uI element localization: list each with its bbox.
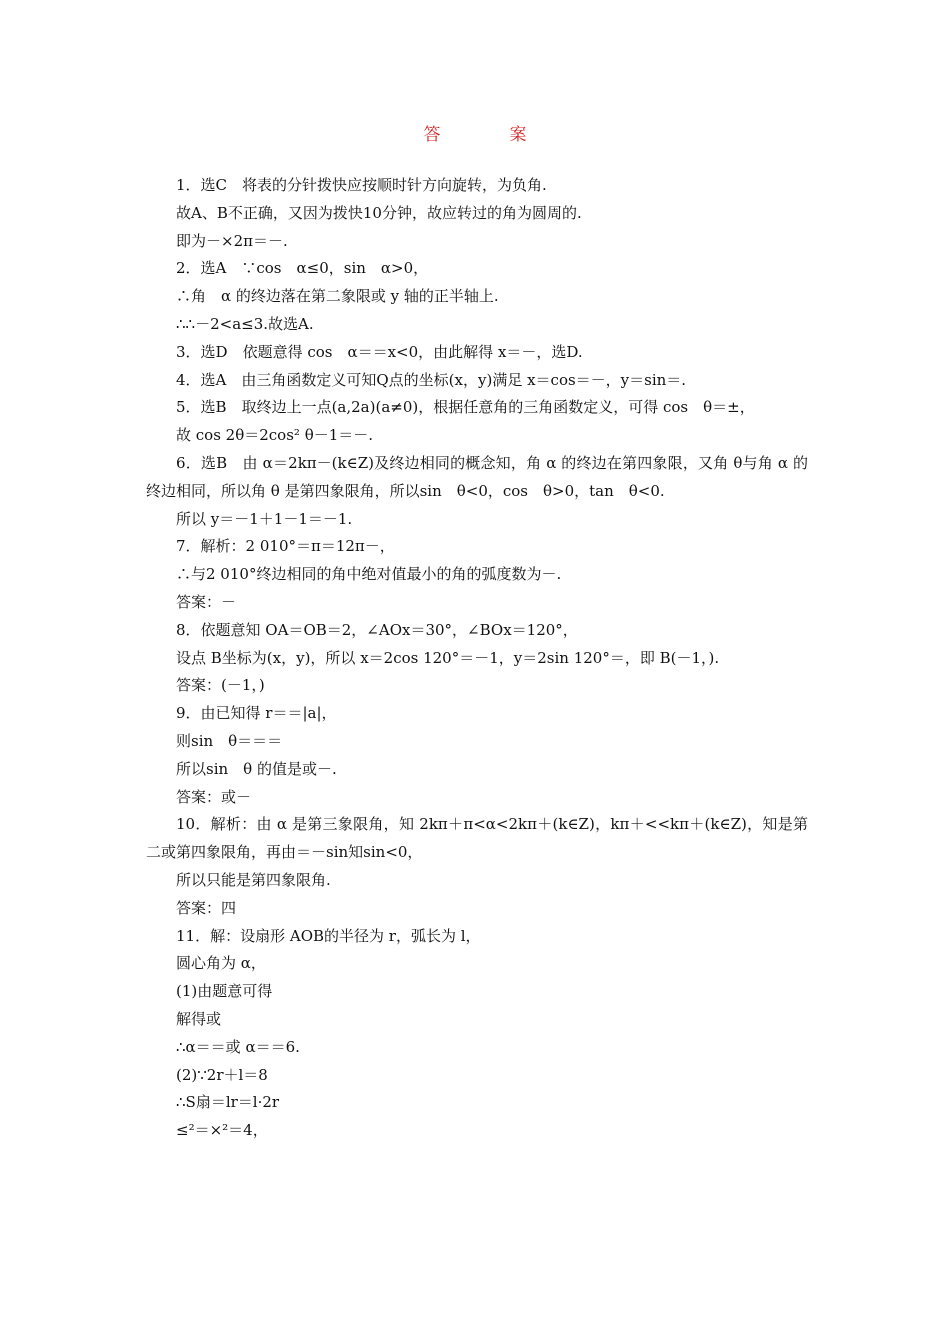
answer-line: ≤²＝×²＝4， [176,1121,268,1140]
answer-line: 圆心角为 α， [176,954,266,973]
answer-line: 9．由已知得 r＝＝|a|， [176,704,337,723]
answer-line: ∴∴－2<a≤3.故选A. [176,314,314,333]
answer-line: 所以sin θ 的值是或－. [176,759,337,778]
answer-line: 3．选D 依题意得 cos α＝＝x<0，由此解得 x＝－，选D. [176,342,583,361]
answer-line: (2)∵2r＋l＝8 [176,1065,268,1084]
answer-content [146,172,808,1145]
answer-line: 1．选C 将表的分针拨快应按顺时针方向旋转，为负角. [176,176,547,194]
answer-line: ∴α＝＝或 α＝＝6. [176,1037,300,1056]
answer-line: ∴S扇＝lr＝l·2r [176,1093,280,1112]
answer-line: 7．解析：2 010°＝π＝12π－， [176,537,395,556]
answer-line: 故A、B不正确，又因为拨快10分钟，故应转过的角为圆周的. [176,203,582,222]
answer-line: 故 cos 2θ＝2cos² θ－1＝－. [176,426,374,445]
answer-line: 解得或 [176,1009,222,1028]
answer-line: 8．依题意知 OA＝OB＝2，∠AOx＝30°，∠BOx＝120°， [176,620,578,639]
answer-line: ∴与2 010°终边相同的角中绝对值最小的角的弧度数为－. [176,565,562,584]
answer-line: 答案：(－1，) [176,676,265,695]
answer-line: 10．解析：由 α 是第三象限角，知 2kπ＋π<α<2kπ＋(k∈Z)，kπ＋<<kπ＋(k∈Z)，知是第二或第四象限角，再由＝－sin知sin<0， [146,815,808,862]
answer-line: 答案：－ [176,592,237,611]
answer-line: 答案：四 [176,898,237,917]
answer-line: 4．选A 由三角函数定义可知Q点的坐标(x，y)满足 x＝cos＝－，y＝sin＝. [176,370,687,389]
answer-line: 11．解：设扇形 AOB的半径为 r，弧长为 l， [176,926,481,945]
answer-line: 5．选B 取终边上一点(a,2a)(a≠0)，根据任意角的三角函数定义，可得 cos θ＝±， [176,398,755,417]
answer-line: 2．选A ∵cos α≤0，sin α>0， [176,259,429,278]
answer-line: 6．选B 由 α＝2kπ－(k∈Z)及终边相同的概念知，角 α 的终边在第四象限，又角 θ与角 α 的终边相同，所以角 θ 是第四象限角，所以sin θ<0，cos θ>0，tan θ<0. [146,453,808,500]
answer-line: 则sin θ＝＝＝ [176,731,283,750]
answer-line: 所以只能是第四象限角. [176,870,331,889]
answer-line: 设点 B坐标为(x，y)，所以 x＝2cos 120°＝－1，y＝2sin 120°＝，即 B(－1，). [176,648,720,667]
answer-line: 即为－×2π＝－. [176,231,288,250]
answer-line: (1)由题意可得 [176,982,273,1001]
answer-line: 所以 y＝－1＋1－1＝－1. [176,509,353,528]
answer-line: 答案：或－ [176,787,252,806]
answer-line: ∴角 α 的终边落在第二象限或 y 轴的正半轴上. [176,287,499,306]
page-title: 答 案 [423,125,553,145]
